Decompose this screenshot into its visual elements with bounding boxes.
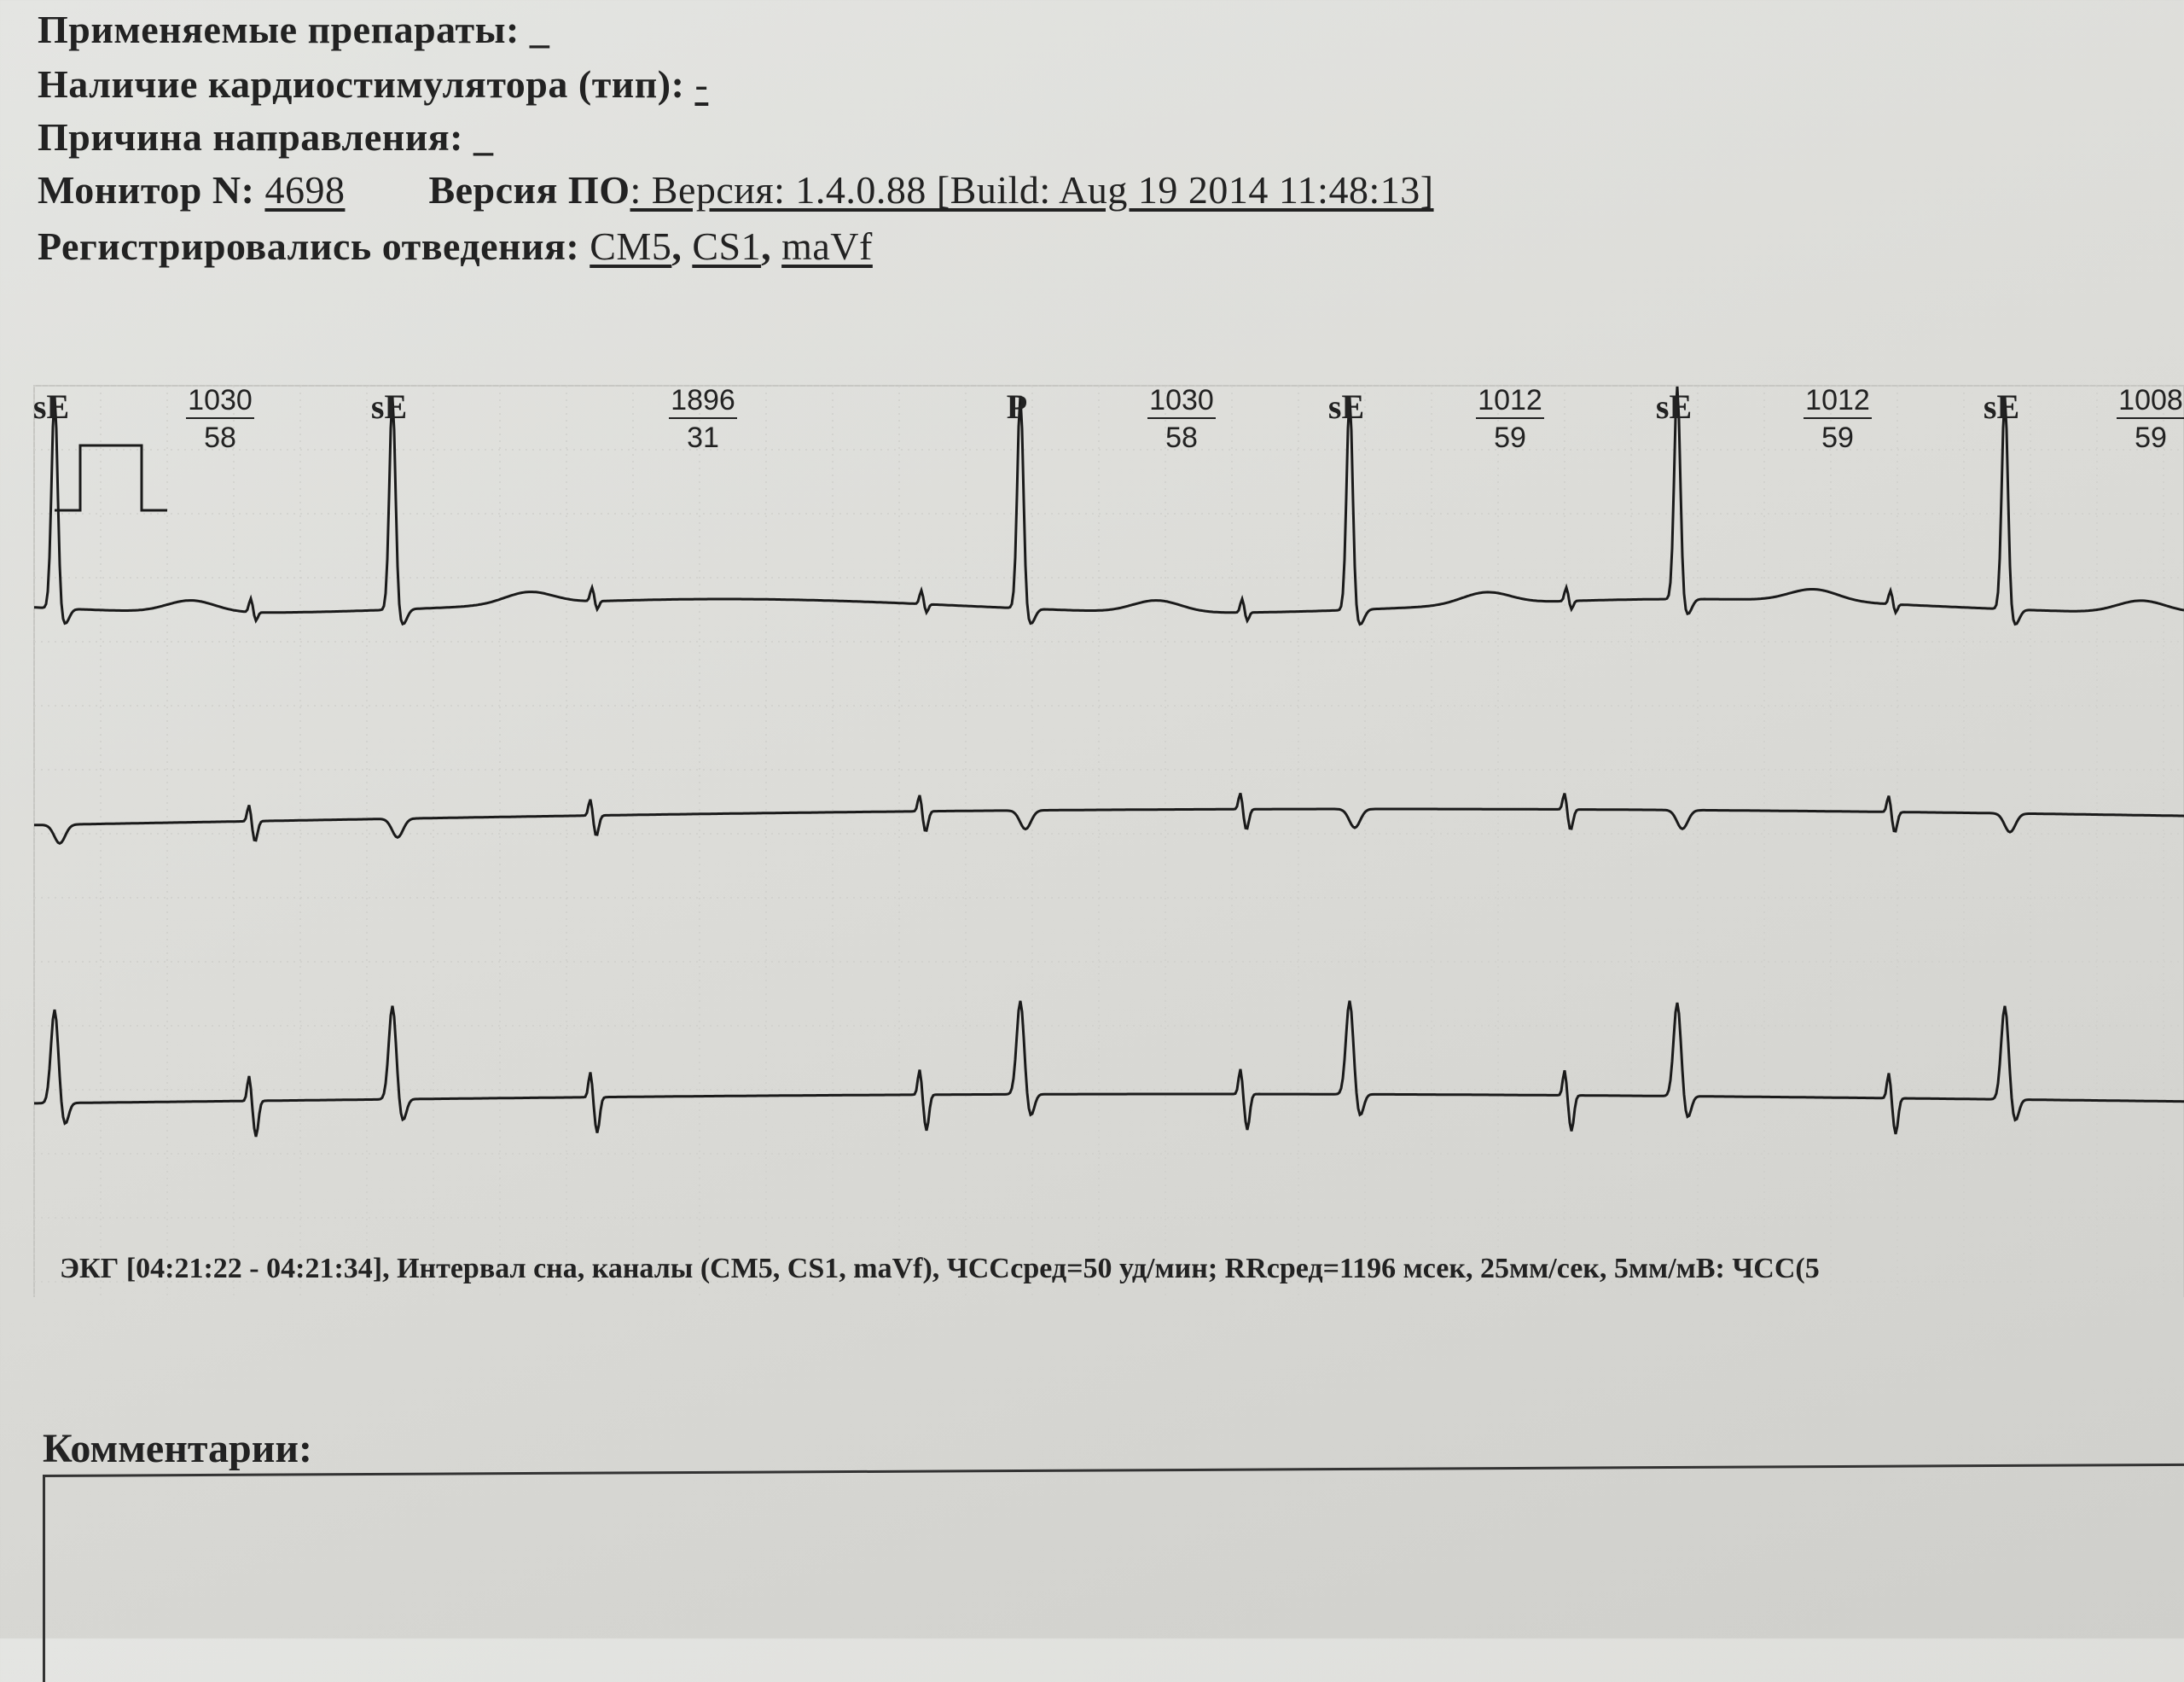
rr-interval: 1012 <box>1478 384 1542 416</box>
lead-cm5: CM5 <box>590 224 672 268</box>
rr-interval: 1008 <box>2118 384 2183 416</box>
lead-sep: , <box>671 224 693 268</box>
lead-mavf: maVf <box>781 224 873 268</box>
beat-label: sE <box>1983 387 2020 426</box>
trace-cs1 <box>34 793 2184 843</box>
reason-label: Причина направления: <box>38 115 463 159</box>
version-value: : Версия: 1.4.0.88 [Build: Aug 19 2014 11:48:13] <box>630 168 1434 212</box>
monitor-line <box>38 167 1434 212</box>
reason-value: _ <box>473 115 494 159</box>
beat-label: sE <box>32 387 70 426</box>
comments-title: Комментарии: <box>43 1426 313 1471</box>
comments-box[interactable] <box>43 1464 2184 1682</box>
pacemaker-line <box>38 61 708 107</box>
trace-cm5 <box>34 387 2184 625</box>
beat-annotations <box>33 384 2184 454</box>
rr-interval: 1896 <box>671 384 735 416</box>
leads-label: Регистрировались отведения: <box>38 224 580 268</box>
pacemaker-value: - <box>694 62 709 106</box>
calibration-pulse <box>55 445 167 510</box>
reason-line <box>38 114 493 160</box>
monitor-value: 4698 <box>264 168 346 212</box>
heart-rate: 31 <box>687 422 719 454</box>
heart-rate: 58 <box>204 422 236 454</box>
drugs-value: _ <box>529 8 550 51</box>
drugs-label: Применяемые препараты: <box>38 8 520 51</box>
grid-border <box>34 386 2184 1297</box>
beat-label: sE <box>1327 387 1365 426</box>
beat-label: sE <box>370 387 408 426</box>
rr-interval: 1030 <box>188 384 253 416</box>
heart-rate: 59 <box>2135 422 2167 454</box>
heart-rate: 58 <box>1165 422 1198 454</box>
version-label: Версия ПО <box>428 168 630 212</box>
drugs-line <box>38 7 549 52</box>
ecg-grid <box>34 386 2184 1297</box>
ecg-traces <box>34 387 2184 1137</box>
calibration-pulse-path <box>55 445 167 510</box>
rr-interval: 1012 <box>1805 384 1870 416</box>
pacemaker-label: Наличие кардиостимулятора (тип): <box>38 62 685 106</box>
ecg-strip <box>0 375 2184 1297</box>
leads-line <box>38 224 873 269</box>
beat-label: P <box>1006 387 1028 426</box>
trace-mavf <box>34 1001 2184 1137</box>
monitor-label: Монитор N: <box>38 168 255 212</box>
rr-interval: 1030 <box>1149 384 1214 416</box>
lead-sep: , <box>761 224 782 268</box>
heart-rate: 59 <box>1494 422 1526 454</box>
beat-label: sE <box>1655 387 1693 426</box>
lead-cs1: CS1 <box>692 224 762 268</box>
ecg-caption: ЭКГ [04:21:22 - 04:21:34], Интервал сна, каналы (CM5, CS1, maVf), ЧССсред=50 уд/мин; RRсред=1196 мсек, 25мм/сек, 5мм/мВ: ЧСС(5 <box>60 1253 1820 1284</box>
heart-rate: 59 <box>1821 422 1854 454</box>
